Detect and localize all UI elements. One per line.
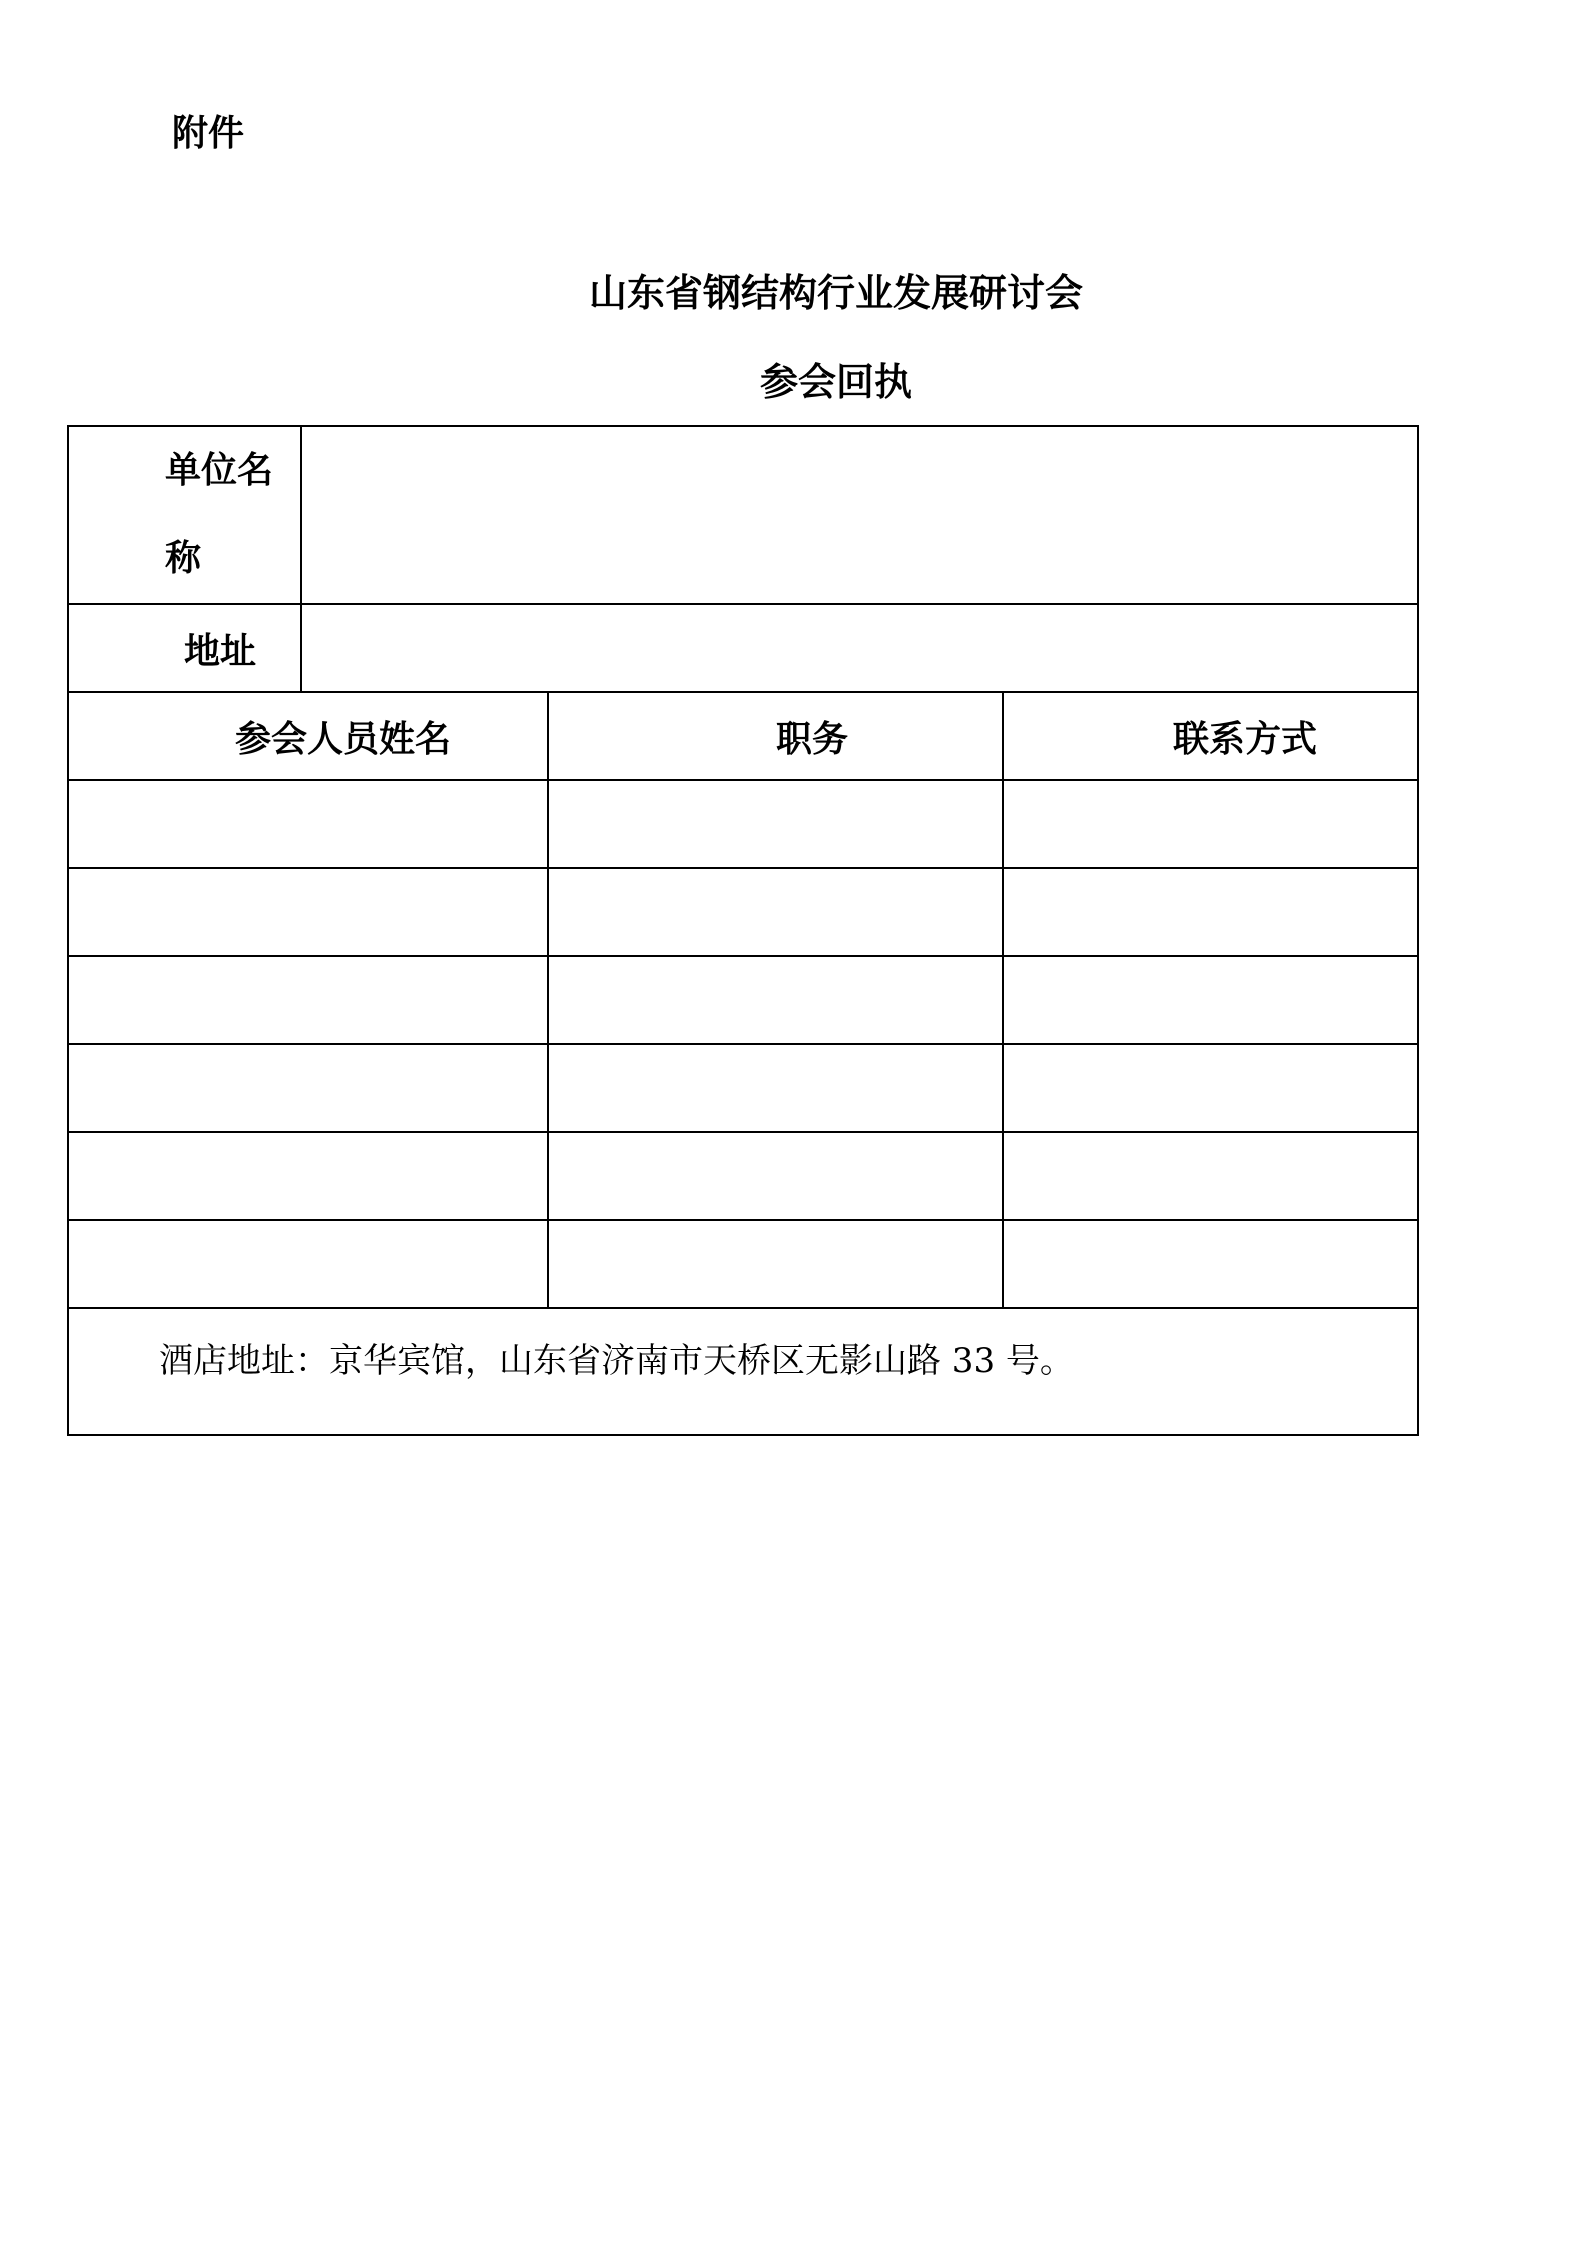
hotel-address-note: 酒店地址：京华宾馆，山东省济南市天桥区无影山路 33 号。 bbox=[68, 1308, 1418, 1435]
attendee-position-field[interactable] bbox=[548, 956, 1003, 1044]
address-row bbox=[68, 604, 1418, 692]
attendee-name-field[interactable] bbox=[68, 1220, 548, 1308]
attendee-name-field[interactable] bbox=[68, 1132, 548, 1220]
attendee-position-field[interactable] bbox=[548, 1132, 1003, 1220]
attendee-row bbox=[68, 956, 1418, 1044]
attendee-name-field[interactable] bbox=[68, 1044, 548, 1132]
column-header-contact: 联系方式 bbox=[1003, 692, 1418, 780]
receipt-form-table bbox=[67, 425, 1419, 1436]
attendee-row bbox=[68, 1044, 1418, 1132]
attendee-row bbox=[68, 1132, 1418, 1220]
address-field[interactable] bbox=[301, 604, 1418, 692]
attendee-header-row bbox=[68, 692, 1418, 780]
attendee-contact-field[interactable] bbox=[1003, 1132, 1418, 1220]
column-header-attendee-name: 参会人员姓名 bbox=[68, 692, 548, 780]
attendee-name-field[interactable] bbox=[68, 956, 548, 1044]
attendee-position-field[interactable] bbox=[548, 868, 1003, 956]
address-label: 地址 bbox=[68, 604, 301, 692]
attendee-contact-field[interactable] bbox=[1003, 868, 1418, 956]
hotel-note-row bbox=[68, 1308, 1418, 1435]
attendee-name-field[interactable] bbox=[68, 780, 548, 868]
document-title: 山东省钢结构行业发展研讨会 bbox=[588, 271, 1083, 315]
document-subtitle: 参会回执 bbox=[759, 360, 912, 404]
attachment-label: 附件 bbox=[172, 113, 245, 154]
unit-name-label: 单位名称 bbox=[68, 426, 301, 604]
attendee-position-field[interactable] bbox=[548, 1044, 1003, 1132]
attendee-contact-field[interactable] bbox=[1003, 956, 1418, 1044]
attendee-row bbox=[68, 780, 1418, 868]
attendee-name-field[interactable] bbox=[68, 868, 548, 956]
attendee-position-field[interactable] bbox=[548, 780, 1003, 868]
unit-name-row bbox=[68, 426, 1418, 604]
attendee-contact-field[interactable] bbox=[1003, 1044, 1418, 1132]
unit-name-field[interactable] bbox=[301, 426, 1418, 604]
attendee-contact-field[interactable] bbox=[1003, 780, 1418, 868]
attendee-contact-field[interactable] bbox=[1003, 1220, 1418, 1308]
attendee-row bbox=[68, 1220, 1418, 1308]
column-header-position: 职务 bbox=[548, 692, 1003, 780]
attendee-row bbox=[68, 868, 1418, 956]
attendee-position-field[interactable] bbox=[548, 1220, 1003, 1308]
